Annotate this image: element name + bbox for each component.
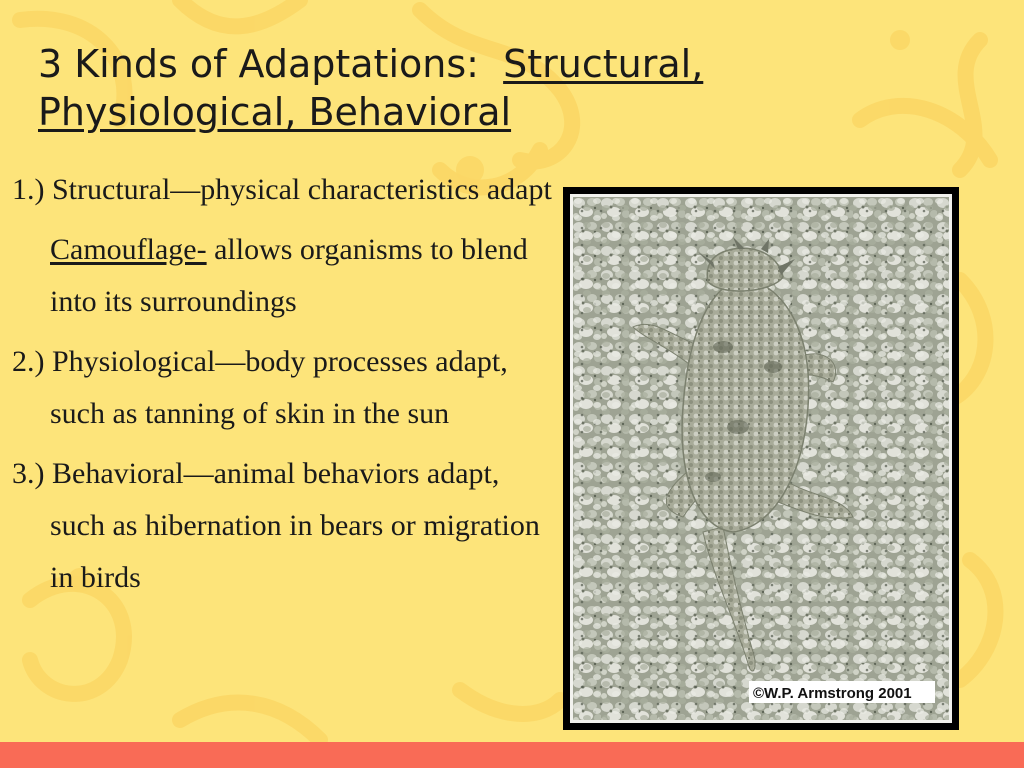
title-structural: Structural, <box>503 42 704 86</box>
camouflage-definition: allows organisms to blend into its surroundings <box>50 233 528 318</box>
bottom-accent-bar <box>0 742 1024 768</box>
slide-body <box>0 164 560 604</box>
item-camouflage <box>0 224 560 328</box>
photo-credit-text: ©W.P. Armstrong 2001 <box>753 685 912 702</box>
slide-title <box>38 40 938 136</box>
item-physiological: 2.) Physiological—body processes adapt, such as tanning of skin in the sun <box>12 345 508 430</box>
camouflage-term: Camouflage- <box>50 233 207 266</box>
item-behavioral: 3.) Behavioral—animal behaviors adapt, such as hibernation in bears or migration in birds <box>12 457 540 594</box>
item-structural: 1.) Structural—physical characteristics adapt <box>12 173 552 206</box>
photo-credit-label <box>749 681 935 703</box>
title-prefix: 3 Kinds of Adaptations: <box>38 42 479 86</box>
lizard-photo-frame <box>563 187 959 730</box>
lizard-photo <box>570 194 952 723</box>
horned-lizard-image <box>573 197 949 720</box>
title-physiological-behavioral: Physiological, Behavioral <box>38 90 512 134</box>
